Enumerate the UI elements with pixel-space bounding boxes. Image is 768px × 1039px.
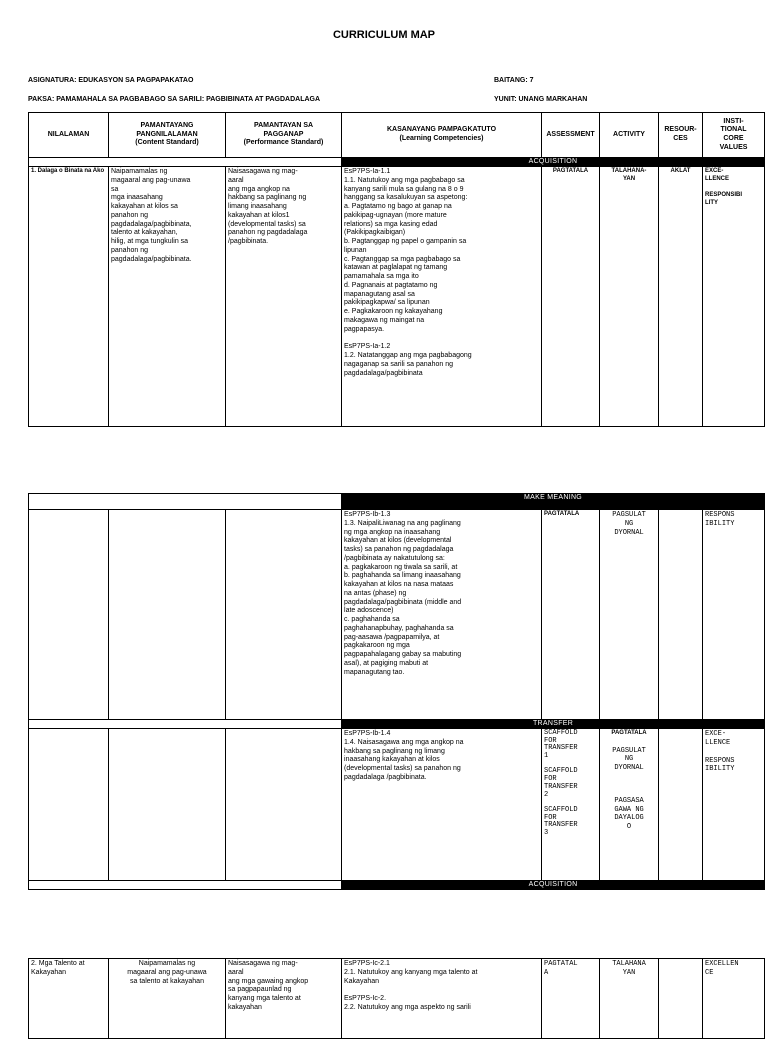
activity-cell: TALAHANA- YAN [600, 167, 659, 427]
performance-standard-cell [226, 729, 342, 881]
header-activity: ACTIVITY [600, 113, 659, 158]
activity-dayalogo: PAGSASA GAWA NG DAYALOG O [614, 796, 644, 831]
header-nilalaman: NILALAMAN [29, 113, 109, 158]
competency-1-1: EsP7PS-Ia-1.1 1.1. Natutukoy ang mga pagbabago sa kanyang sarili mula sa gulang na 8 o 9 hanggang sa kasalukuyan sa aspetong: a. Pagtatamo ng bago at ganap na pakikipag-ugnayan (more mature relations) sa mga kasing edad (Pakikipagkaibigan) b. Pagtanggap ng papel o gampanin sa lipunan c. Pagtanggap sa mga pagbabago sa katawan at paglalapat ng tamang pamamahala sa mga ito d. Pagnanais at pagtatamo ng mapanagutang asal sa pakikipagkapwa/ sa lipunan e. Pagkakaroon ng kakayahang makagawa ng maingat na pagpapasya. [344, 168, 468, 333]
value-excellence: EXCE- LLENCE [705, 730, 731, 747]
nilalaman-cell [29, 510, 109, 720]
resources-cell [659, 729, 703, 881]
band-blank [29, 494, 342, 510]
nilalaman-cell [29, 729, 109, 881]
activity-cell [600, 729, 659, 881]
competency-1-4: EsP7PS-Ib-1.4 1.4. Naisasagawa ang mga angkop na hakbang sa paglinang ng limang inaasahang kakayahan at kilos (developmental tasks) sa panahon ng pagdadalaga /pagbibinata. [342, 729, 542, 881]
content-standard-cell: Naipamamalas ng magaaral ang pag-unawa sa talento at kakayahan [109, 959, 226, 1039]
performance-standard-cell: Naisasagawa ng mag- aaral ang mga gawaing angkop sa pagpapaunlad ng kanyang mga talento at kakayahan [226, 959, 342, 1039]
nilalaman-cell: 2. Mga Talento at Kakayahan [29, 959, 109, 1039]
content-standard-cell [109, 510, 226, 720]
band-make-meaning: MAKE MEANING [342, 494, 765, 510]
content-standard-cell [109, 729, 226, 881]
header-content-standard: PAMANTAYANG PANGNILALAMAN (Content Standard) [109, 113, 226, 158]
activity-cell: TALAHANA YAN [600, 959, 659, 1039]
competency-cell [342, 167, 542, 427]
resources-cell [659, 510, 703, 720]
header-resources: RESOUR- CES [659, 113, 703, 158]
activity-pagtatala: PAGTATALA [611, 730, 647, 736]
competency-1-3: EsP7PS-Ib-1.3 1.3. NaipaliLiwanag na ang paglinang ng mga angkop na inaasahang kakayahan at kilos (developmental tasks) sa panahon ng pagdadalaga /pagbibinata ay nakatutulong sa: a. pagkakaroon ng tiwala sa sarili, at b. paghahanda sa limang inaasahang kakayahan at kilos na nasa mataas na antas (phase) ng pagdadalaga/pagbibinata (middle and late adoscence) c. paghahanda sa paghahanapbuhay, paghahanda sa pag-aasawa /pagpapamilya, at pagkakaroon ng mga pagpapahalagang gabay sa mabuting asal), at pagiging mabuti at mapanagutang tao. [342, 510, 542, 720]
paksa-label: PAKSA: PAMAMAHALA SA PAGBABAGO SA SARILI: PAGBIBINATA AT PAGDADALAGA [28, 96, 321, 103]
asignatura-label: ASIGNATURA: EDUKASYON SA PAGPAPAKATAO [28, 77, 194, 84]
band-transfer: TRANSFER [342, 720, 765, 729]
core-values-cell [703, 729, 765, 881]
band-blank [29, 720, 342, 729]
band-acquisition: ACQUISITION [342, 881, 765, 890]
value-responsibility: RESPONS IBILITY [705, 756, 735, 774]
header-core-values: INSTI- TIONAL CORE VALUES [703, 113, 765, 158]
curriculum-table-1 [28, 112, 765, 427]
baitang-label: BAITANG: 7 [494, 77, 534, 84]
header-learning-competencies: KASANAYANG PAMPAGKATUTO (Learning Competencies) [342, 113, 542, 158]
header-assessment: ASSESSMENT [542, 113, 600, 158]
nilalaman-cell: 1. Dalaga o Binata na Ako [29, 167, 109, 427]
content-standard-cell: Naipamamalas ng magaaral ang pag-unawa sa mga inaasahang kakayahan at kilos sa panahon ng pagdadalaga/pagbibinata, talento at kakayahan, hilig, at mga tungkulin sa panahon ng pagdadalaga/pagbibinata. [109, 167, 226, 427]
band-blank [29, 158, 342, 167]
assessment-cell: PAGTATAL A [542, 959, 600, 1039]
competency-1-2: EsP7PS-Ia-1.2 1.2. Natatanggap ang mga pagbabagong nagaganap sa sarili sa panahon ng pagdadalaga/pagbibinata [344, 343, 472, 377]
core-values-cell: EXCELLEN CE [703, 959, 765, 1039]
page-title: CURRICULUM MAP [332, 29, 436, 41]
core-values-cell: RESPONS IBILITY [703, 510, 765, 720]
value-excellence: EXCE- LLENCE [705, 168, 729, 182]
activity-pagsulat: PAGSULAT NG DYORNAL [612, 746, 646, 772]
assessment-cell: PAGTATALA [542, 167, 600, 427]
band-blank [29, 881, 342, 890]
value-responsibility: RESPONSIBI LITY [705, 192, 743, 206]
curriculum-table-3 [28, 958, 765, 1039]
assessment-cell: PAGTATALA [542, 510, 600, 720]
performance-standard-cell: Naisasagawa ng mag- aaral ang mga angkop na hakbang sa paglinang ng limang inaasahang kakayahan at kilos1 (developmental tasks) sa panahon ng pagdadalaga /pagbibinata. [226, 167, 342, 427]
header-performance-standard: PAMANTAYAN SA PAGGANAP (Performance Standard) [226, 113, 342, 158]
assessment-cell: SCAFFOLD FOR TRANSFER 1 SCAFFOLD FOR TRANSFER 2 SCAFFOLD FOR TRANSFER 3 [542, 729, 600, 881]
competency-2: EsP7PS-Ic-2.1 2.1. Natutukoy ang kanyang mga talento at Kakayahan EsP7PS-Ic-2. 2.2. Natutukoy ang mga aspekto ng sarili [342, 959, 542, 1039]
activity-cell: PAGSULAT NG DYORNAL [600, 510, 659, 720]
resources-cell: AKLAT [659, 167, 703, 427]
band-acquisition: ACQUISITION [342, 158, 765, 167]
resources-cell [659, 959, 703, 1039]
core-values-cell [703, 167, 765, 427]
yunit-label: YUNIT: UNANG MARKAHAN [494, 96, 588, 103]
curriculum-table-2 [28, 493, 765, 890]
performance-standard-cell [226, 510, 342, 720]
